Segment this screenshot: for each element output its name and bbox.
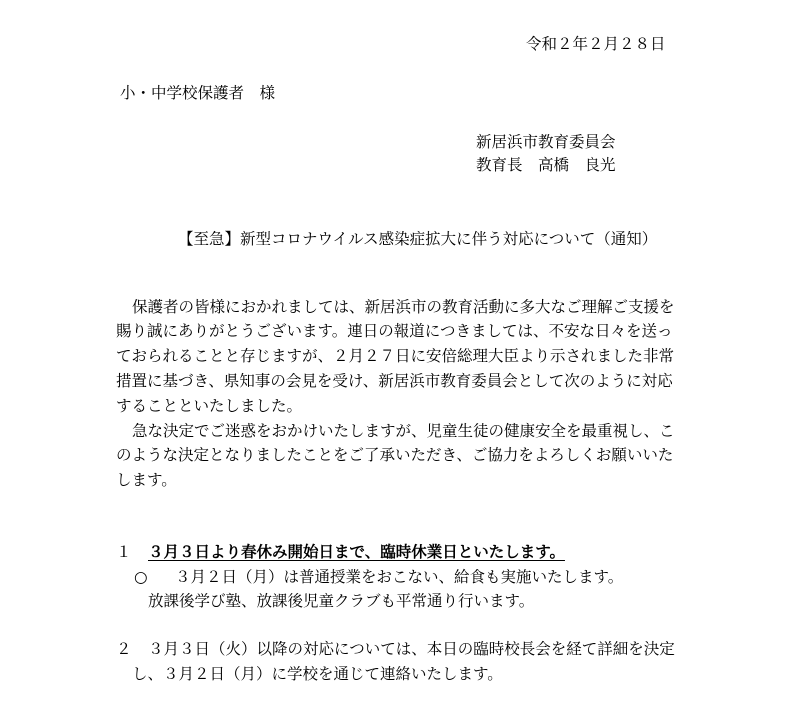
bullet-marker: ○ bbox=[134, 568, 148, 586]
item-line: ３月２日（月）は普通授業をおこない、給食も実施いたします。 bbox=[175, 568, 624, 586]
body-line: のような決定となりましたことをご了承いただき、ご協力をよろしくお願いいた bbox=[116, 446, 674, 464]
item-line: 放課後学び塾、放課後児童クラブも平常通り行います。 bbox=[148, 592, 535, 610]
body-line: ておられることと存じますが、２月２７日に安倍総理大臣より示されました非常 bbox=[116, 347, 675, 365]
body-line: 賜り誠にありがとうございます。連日の報道につきましては、不安な日々を送っ bbox=[116, 322, 673, 340]
item-line: ３月３日（火）以降の対応については、本日の臨時校長会を経て詳細を決定 bbox=[148, 640, 675, 658]
item-number: ２ bbox=[116, 640, 132, 658]
body-line: 急な決定でご迷惑をおかけいたしますが、児童生徒の健康安全を最重視し、こ bbox=[132, 422, 675, 440]
sender-organization: 新居浜市教育委員会 bbox=[476, 133, 616, 151]
sender-name: 教育長 高橋 良光 bbox=[476, 156, 616, 174]
body-line: 措置に基づき、県知事の会見を受け、新居浜市教育委員会として次のように対応 bbox=[116, 372, 673, 390]
item-number: １ bbox=[116, 543, 132, 561]
body-line: 保護者の皆様におかれましては、新居浜市の教育活動に多大なご理解ご支援を bbox=[132, 298, 675, 316]
body-line: することといたしました。 bbox=[116, 397, 303, 415]
addressee: 小・中学校保護者 様 bbox=[120, 84, 276, 102]
notice-title: 【至急】新型コロナウイルス感染症拡大に伴う対応について（通知） bbox=[178, 230, 658, 248]
body-line: します。 bbox=[116, 471, 177, 489]
item-heading: ３月３日より春休み開始日まで、臨時休業日といたします。 bbox=[148, 543, 565, 561]
item-line: し、３月２日（月）に学校を通じて連絡いたします。 bbox=[132, 665, 503, 683]
document-date: 令和２年２月２８日 bbox=[526, 35, 666, 53]
